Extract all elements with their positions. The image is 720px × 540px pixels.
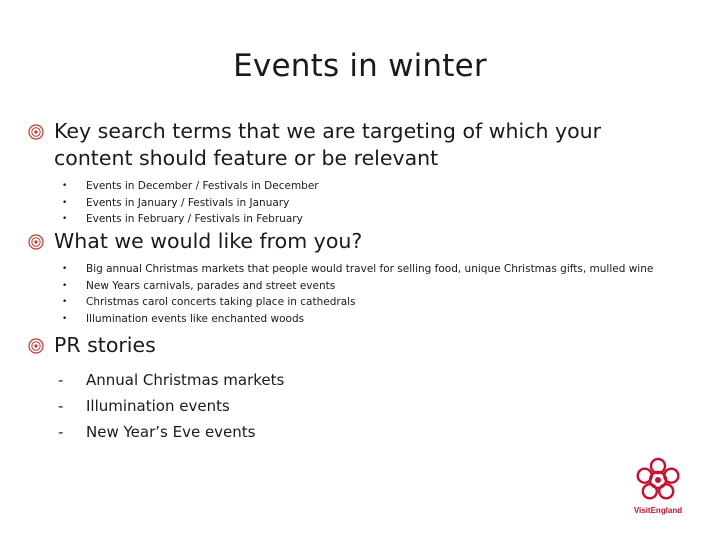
bullet-dot: • bbox=[62, 214, 68, 224]
list-item bbox=[62, 278, 664, 295]
dash-marker: - bbox=[58, 397, 64, 415]
rose-bullet-icon bbox=[28, 124, 44, 140]
slide-title: Events in winter bbox=[233, 48, 487, 84]
dash-marker: - bbox=[58, 371, 64, 389]
list-item bbox=[58, 367, 664, 393]
bullet-dot: • bbox=[62, 280, 68, 291]
list-item bbox=[62, 261, 664, 278]
bullet-dot: • bbox=[62, 297, 68, 307]
visitengland-logo bbox=[622, 456, 694, 520]
logo-wordmark: VisitEngland bbox=[633, 506, 683, 515]
list-item-text: Events in December / Festivals in December bbox=[86, 180, 319, 192]
list-item-text: New Year’s Eve events bbox=[86, 423, 256, 441]
section-heading-row bbox=[28, 228, 664, 255]
tudor-rose-icon bbox=[622, 456, 694, 506]
list-item bbox=[62, 178, 664, 195]
sub-bullet-list bbox=[62, 261, 664, 327]
list-item bbox=[58, 419, 664, 445]
bullet-dot: • bbox=[62, 181, 68, 191]
list-item bbox=[58, 393, 664, 419]
section-pr-stories bbox=[28, 332, 664, 445]
section-heading: PR stories bbox=[54, 333, 156, 357]
list-item bbox=[62, 211, 664, 228]
list-item-text: Illumination events like enchanted woods bbox=[86, 312, 305, 325]
section-search-terms bbox=[28, 118, 664, 228]
rose-bullet-icon bbox=[28, 338, 44, 354]
bullet-dot: • bbox=[62, 313, 68, 324]
bullet-dot: • bbox=[62, 264, 68, 274]
section-requests bbox=[28, 228, 664, 327]
rose-bullet-icon bbox=[28, 234, 44, 250]
bullet-dot: • bbox=[62, 197, 68, 208]
list-item bbox=[62, 311, 664, 328]
list-item-text: Events in January / Festivals in January bbox=[86, 196, 290, 209]
section-heading: Key search terms that we are targeting of which your content should feature or be relevant bbox=[54, 119, 602, 170]
pr-story-list bbox=[58, 367, 664, 445]
section-heading-row bbox=[28, 332, 664, 359]
list-item-text: Big annual Christmas markets that people would travel for selling food, unique Christmas gifts, mulled wine bbox=[86, 263, 654, 275]
sub-bullet-list bbox=[62, 178, 664, 228]
list-item-text: Events in February / Festivals in February bbox=[86, 213, 303, 225]
list-item bbox=[62, 294, 664, 311]
section-heading: What we would like from you? bbox=[54, 229, 363, 253]
dash-marker: - bbox=[58, 423, 64, 441]
section-heading-row bbox=[28, 118, 664, 172]
list-item-text: Illumination events bbox=[86, 397, 230, 415]
list-item-text: New Years carnivals, parades and street events bbox=[86, 279, 336, 292]
list-item-text: Christmas carol concerts taking place in cathedrals bbox=[86, 296, 356, 308]
list-item bbox=[62, 195, 664, 212]
list-item-text: Annual Christmas markets bbox=[86, 371, 285, 389]
